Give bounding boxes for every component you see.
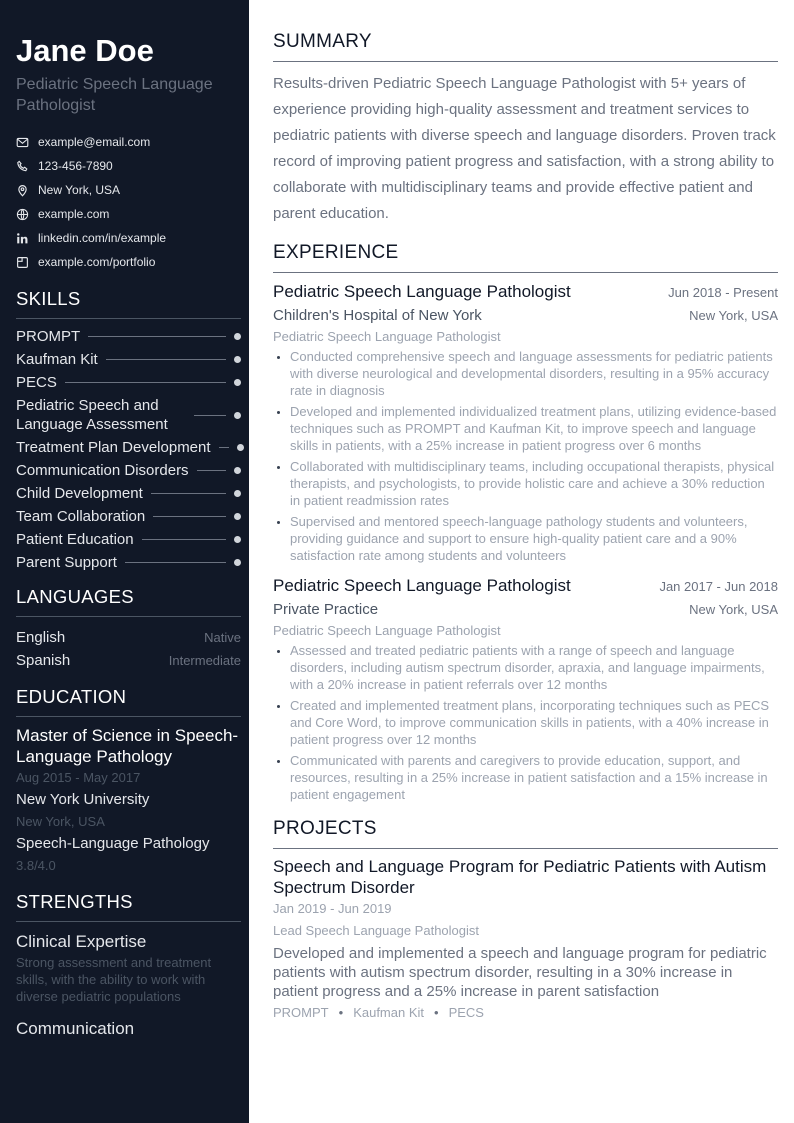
portfolio-icon [16, 256, 29, 269]
language-name: Spanish [16, 652, 71, 669]
skill-item [16, 396, 241, 434]
skill-item [16, 484, 241, 503]
project-tag: PROMPT [273, 1005, 329, 1020]
skill-label: Communication Disorders [16, 462, 189, 479]
education-field: Speech-Language Pathology [16, 835, 210, 852]
summary-text: Results-driven Pediatric Speech Language Pathologist with 5+ years of experience providing high-quality assessment and treatment services to pediatric patients with diverse speech and language disorders. Proven track record of improving patient progress and satisfaction, with a strong ability to collaborate with multidisciplinary teams and provide effective patient and parent education. [273, 75, 776, 222]
skill-label: Patient Education [16, 531, 134, 548]
job-bullet: • Supervised and mentored speech-language pathology students and volunteers, providing guidance and support to ensure high-quality patient care and a 90% satisfaction rate among students and volunteers [290, 513, 778, 564]
contact-linkedin-text: linkedin.com/in/example [38, 231, 167, 245]
language-level: Native [204, 630, 241, 645]
skill-item [16, 530, 241, 549]
skill-line [153, 516, 226, 517]
language-level: Intermediate [168, 653, 241, 668]
skill-label: Team Collaboration [16, 508, 146, 525]
skill-line [65, 382, 226, 383]
skill-line [88, 336, 226, 337]
skills-heading: SKILLS [16, 288, 241, 319]
skill-item [16, 327, 241, 346]
skill-line [197, 470, 226, 471]
strengths-list [16, 930, 241, 1041]
skill-item [16, 350, 241, 369]
skill-line [125, 562, 226, 563]
skill-label: PECS [16, 374, 57, 391]
phone-icon [16, 160, 29, 173]
candidate-name: Jane Doe [16, 33, 154, 68]
strengths-heading: STRENGTHS [16, 891, 241, 922]
job-bullet: • Developed and implemented individualized treatment plans, utilizing evidence-based techniques such as PROMPT and Kaufman Kit, to improve speech and language skills in patients, with a 25% increase in patient progress over 6 months [290, 403, 778, 454]
projects-heading: PROJECTS [273, 817, 778, 849]
contact-phone-text: 123-456-7890 [38, 159, 113, 173]
contact-linkedin[interactable] [16, 226, 241, 250]
skill-label: Child Development [16, 485, 143, 502]
skill-label: PROMPT [16, 328, 81, 345]
education-gpa: 3.8/4.0 [16, 858, 56, 873]
languages-list [16, 626, 241, 672]
skill-label: Pediatric Speech and Language Assessment [16, 397, 168, 433]
contact-list [16, 130, 241, 274]
globe-icon [16, 208, 29, 221]
project-role: Lead Speech Language Pathologist [273, 923, 480, 938]
skill-label: Treatment Plan Development [16, 439, 211, 456]
language-item [16, 649, 241, 672]
skill-item [16, 373, 241, 392]
linkedin-icon [16, 232, 29, 245]
contact-location [16, 178, 241, 202]
job-entry [273, 574, 778, 803]
job-dates: Jan 2017 - Jun 2018 [659, 579, 778, 594]
languages-heading: LANGUAGES [16, 586, 241, 617]
job-bullets [273, 642, 778, 803]
job-dates: Jun 2018 - Present [668, 285, 778, 300]
candidate-title: Pediatric Speech Language Pathologist [16, 76, 213, 114]
job-bullet: • Collaborated with multidisciplinary teams, including occupational therapists, physical therapists, and psychologists, to provide holistic care and achieve a 30% reduction in patient readmission rates [290, 458, 778, 509]
contact-email-text: example@email.com [38, 135, 151, 149]
job-title: Pediatric Speech Language Pathologist [273, 282, 571, 301]
job-bullet: • Created and implemented treatment plans, incorporating techniques such as PECS and Core Word, to improve communication skills in patients, with a 40% increase in patient progress over 12 months [290, 697, 778, 748]
job-role: Pediatric Speech Language Pathologist [273, 329, 501, 344]
job-title: Pediatric Speech Language Pathologist [273, 576, 571, 595]
project-dates: Jan 2019 - Jun 2019 [273, 901, 392, 916]
job-bullet: • Communicated with parents and caregivers to provide education, support, and resources, resulting in a 25% increase in patient satisfaction and a 15% increase in patient engagement [290, 752, 778, 803]
job-company: Private Practice [273, 601, 379, 618]
project-tags [273, 1005, 778, 1020]
project-tag: Kaufman Kit [353, 1005, 425, 1020]
job-role: Pediatric Speech Language Pathologist [273, 623, 501, 638]
projects-section [273, 817, 778, 1020]
contact-email[interactable] [16, 130, 241, 154]
experience-section [273, 241, 778, 803]
skill-dot [234, 490, 241, 497]
main-content [249, 0, 794, 1123]
skill-dot [234, 356, 241, 363]
skill-item [16, 507, 241, 526]
skill-line [151, 493, 226, 494]
skill-dot [234, 467, 241, 474]
experience-heading: EXPERIENCE [273, 241, 778, 273]
education-entry [16, 725, 241, 877]
skill-dot [234, 513, 241, 520]
skills-list [16, 327, 241, 572]
contact-phone[interactable] [16, 154, 241, 178]
sidebar [0, 0, 249, 1123]
strength-title: Communication [16, 1019, 135, 1038]
skill-dot [234, 379, 241, 386]
email-icon [16, 136, 29, 149]
skill-item [16, 438, 241, 457]
strength-title: Clinical Expertise [16, 932, 147, 951]
project-tag: PECS [448, 1005, 484, 1020]
job-bullets [273, 348, 778, 564]
education-dates: Aug 2015 - May 2017 [16, 770, 141, 785]
job-location: New York, USA [689, 602, 778, 617]
skill-dot [234, 333, 241, 340]
job-bullet: • Conducted comprehensive speech and language assessments for pediatric patients with diverse neurological and developmental disorders, resulting in a 95% accuracy rate in diagnosis [290, 348, 778, 399]
language-name: English [16, 629, 66, 646]
education-location: New York, USA [16, 814, 105, 829]
skill-label: Kaufman Kit [16, 351, 98, 368]
language-item [16, 626, 241, 649]
education-school: New York University [16, 791, 150, 808]
job-company: Children's Hospital of New York [273, 307, 482, 324]
skill-item [16, 553, 241, 572]
contact-location-text: New York, USA [38, 183, 121, 197]
tag-separator: • [338, 1005, 344, 1020]
project-title: Speech and Language Program for Pediatric Patients with Autism Spectrum Disorder [273, 857, 767, 897]
skill-label: Parent Support [16, 554, 117, 571]
skill-line [194, 415, 226, 416]
job-bullet: • Assessed and treated pediatric patients with a range of speech and language disorders, including autism spectrum disorder, apraxia, and language impairments, with a 20% increase in patient referrals over 12 months [290, 642, 778, 693]
skill-line [106, 359, 226, 360]
contact-website[interactable] [16, 202, 241, 226]
skill-dot [234, 412, 241, 419]
tag-separator: • [434, 1005, 439, 1020]
job-location: New York, USA [689, 308, 778, 323]
skill-line [142, 539, 226, 540]
location-icon [16, 184, 29, 197]
skill-dot [237, 444, 244, 451]
contact-portfolio-text: example.com/portfolio [38, 255, 156, 269]
strength-desc: Strong assessment and treatment skills, with the ability to work with diverse pediatric populations [16, 955, 212, 1004]
skill-item [16, 461, 241, 480]
skill-line [219, 447, 229, 448]
education-degree: Master of Science in Speech-Language Pathology [16, 726, 239, 766]
contact-portfolio[interactable] [16, 250, 241, 274]
project-description: Developed and implemented a speech and language program for pediatric patients with autism spectrum disorder, resulting in a 30% increase in patient progress and a 25% increase in parent satisfaction [273, 945, 767, 1000]
summary-heading: SUMMARY [273, 30, 778, 62]
contact-website-text: example.com [38, 207, 110, 221]
skill-dot [234, 559, 241, 566]
job-entry [273, 280, 778, 564]
skill-dot [234, 536, 241, 543]
education-heading: EDUCATION [16, 686, 241, 717]
